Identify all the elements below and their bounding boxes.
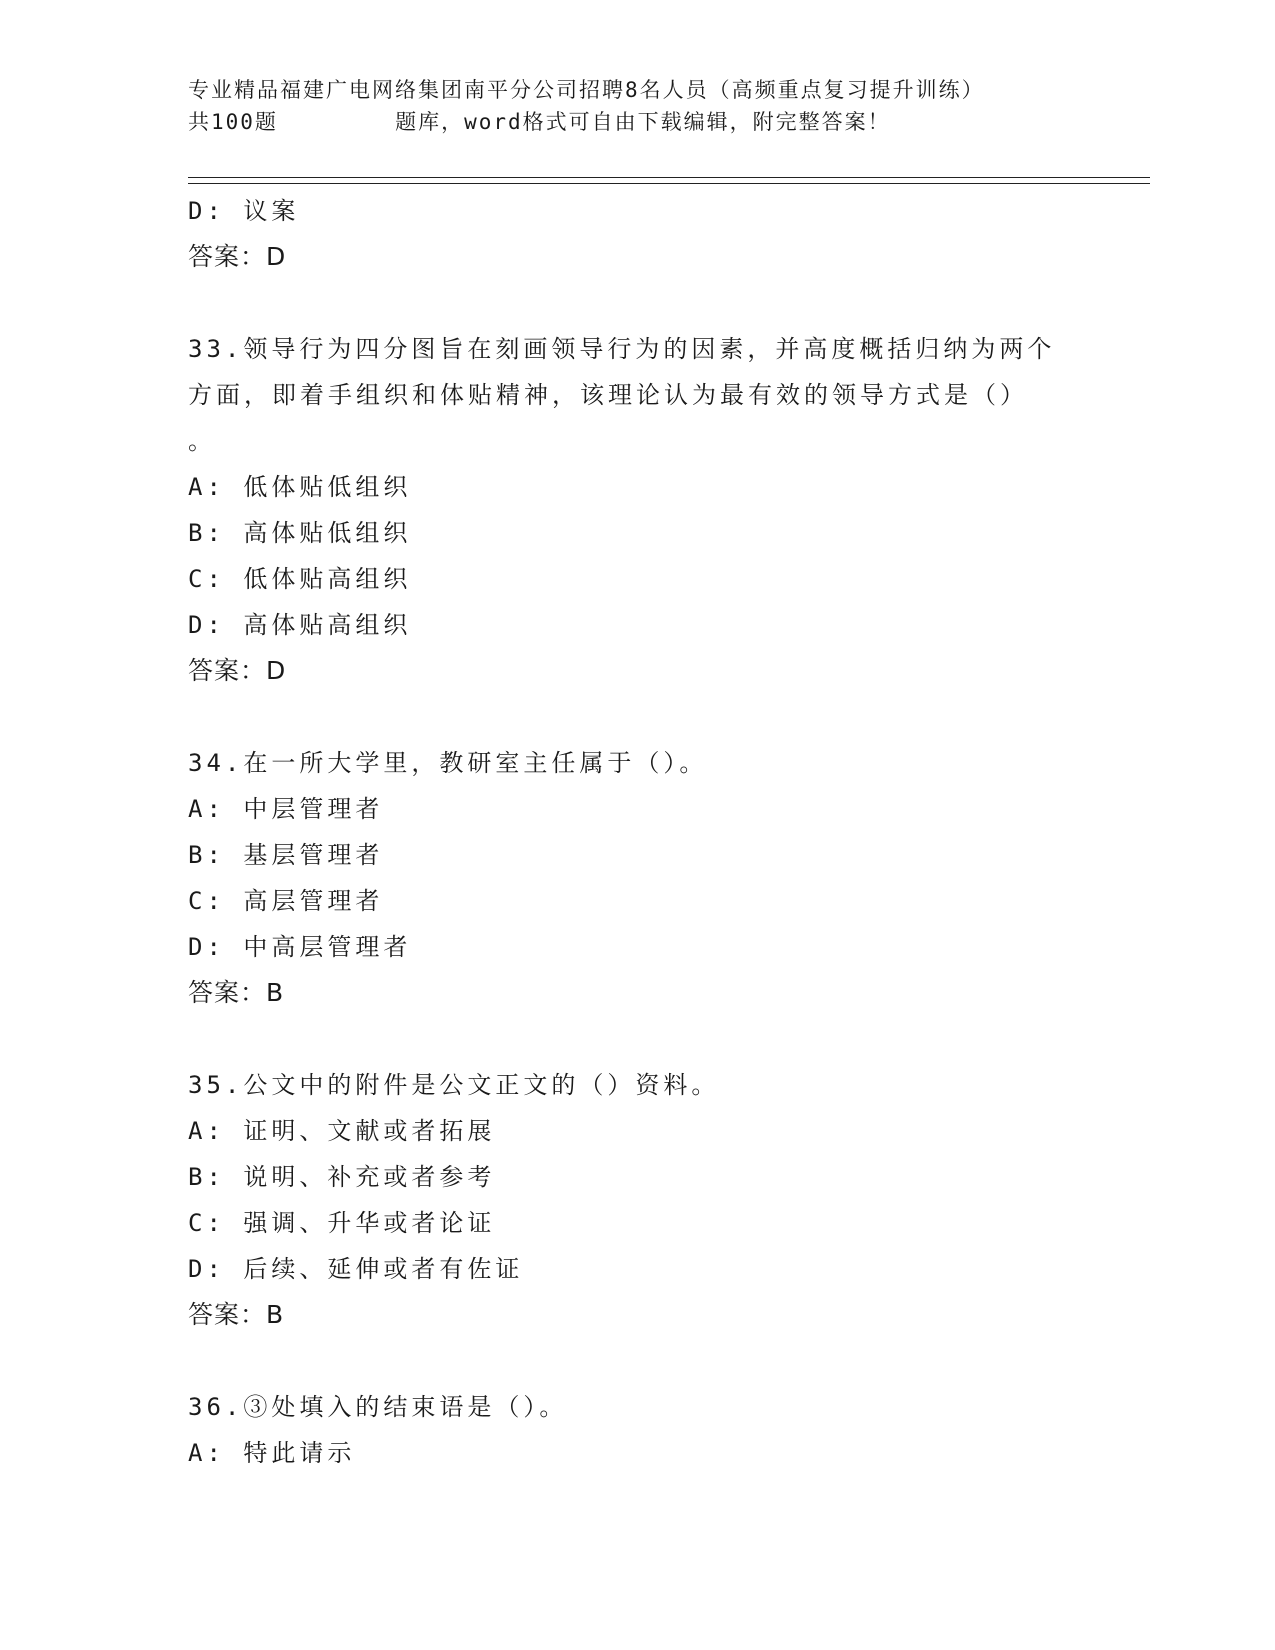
question-33-stem-line-2: 方面，即着手组织和体贴精神，该理论认为最有效的领导方式是（） bbox=[188, 381, 1028, 409]
question-36-option-a: A: 特此请示 bbox=[188, 1439, 356, 1467]
prev-option-d: D: 议案 bbox=[188, 197, 300, 225]
spacer bbox=[188, 694, 1088, 740]
question-33-option-b: B: 高体贴低组织 bbox=[188, 519, 412, 547]
question-35-option-c: C: 强调、升华或者论证 bbox=[188, 1209, 496, 1237]
question-35-stem: 35.公文中的附件是公文正文的（）资料。 bbox=[188, 1071, 720, 1099]
header-subtitle: 共100题 题库，word格式可自由下载编辑，附完整答案！ bbox=[188, 110, 891, 134]
question-35-answer: 答案：B bbox=[188, 1300, 285, 1329]
question-35-option-b: B: 说明、补充或者参考 bbox=[188, 1163, 496, 1191]
question-33-stem-line-3: 。 bbox=[188, 427, 216, 455]
question-34 bbox=[188, 740, 1088, 1016]
question-34-option-b: B: 基层管理者 bbox=[188, 841, 384, 869]
question-33-stem-line-1: 33.领导行为四分图旨在刻画领导行为的因素，并高度概括归纳为两个 bbox=[188, 335, 1056, 363]
header-title: 专业精品福建广电网络集团南平分公司招聘8名人员（高频重点复习提升训练） bbox=[188, 78, 985, 102]
question-35-option-d: D: 后续、延伸或者有佐证 bbox=[188, 1255, 524, 1283]
question-35 bbox=[188, 1062, 1088, 1338]
spacer bbox=[188, 280, 1088, 326]
prev-answer: 答案：D bbox=[188, 242, 287, 271]
question-34-option-d: D: 中高层管理者 bbox=[188, 933, 412, 961]
header-rule-bottom bbox=[188, 183, 1150, 184]
question-34-option-a: A: 中层管理者 bbox=[188, 795, 384, 823]
header-rule-top bbox=[188, 177, 1150, 178]
question-34-answer: 答案：B bbox=[188, 978, 285, 1007]
question-34-option-c: C: 高层管理者 bbox=[188, 887, 384, 915]
spacer bbox=[188, 1016, 1088, 1062]
question-33-option-a: A: 低体贴低组织 bbox=[188, 473, 412, 501]
spacer bbox=[188, 1338, 1088, 1384]
question-36 bbox=[188, 1384, 1088, 1476]
question-36-stem: 36.③处填入的结束语是（）。 bbox=[188, 1393, 568, 1421]
question-33-option-d: D: 高体贴高组织 bbox=[188, 611, 412, 639]
question-33 bbox=[188, 326, 1088, 694]
question-35-option-a: A: 证明、文献或者拓展 bbox=[188, 1117, 496, 1145]
question-list bbox=[188, 188, 1088, 1476]
question-33-option-c: C: 低体贴高组织 bbox=[188, 565, 412, 593]
question-34-stem: 34.在一所大学里，教研室主任属于（）。 bbox=[188, 749, 708, 777]
document-header bbox=[188, 74, 1148, 138]
question-33-answer: 答案：D bbox=[188, 656, 287, 685]
